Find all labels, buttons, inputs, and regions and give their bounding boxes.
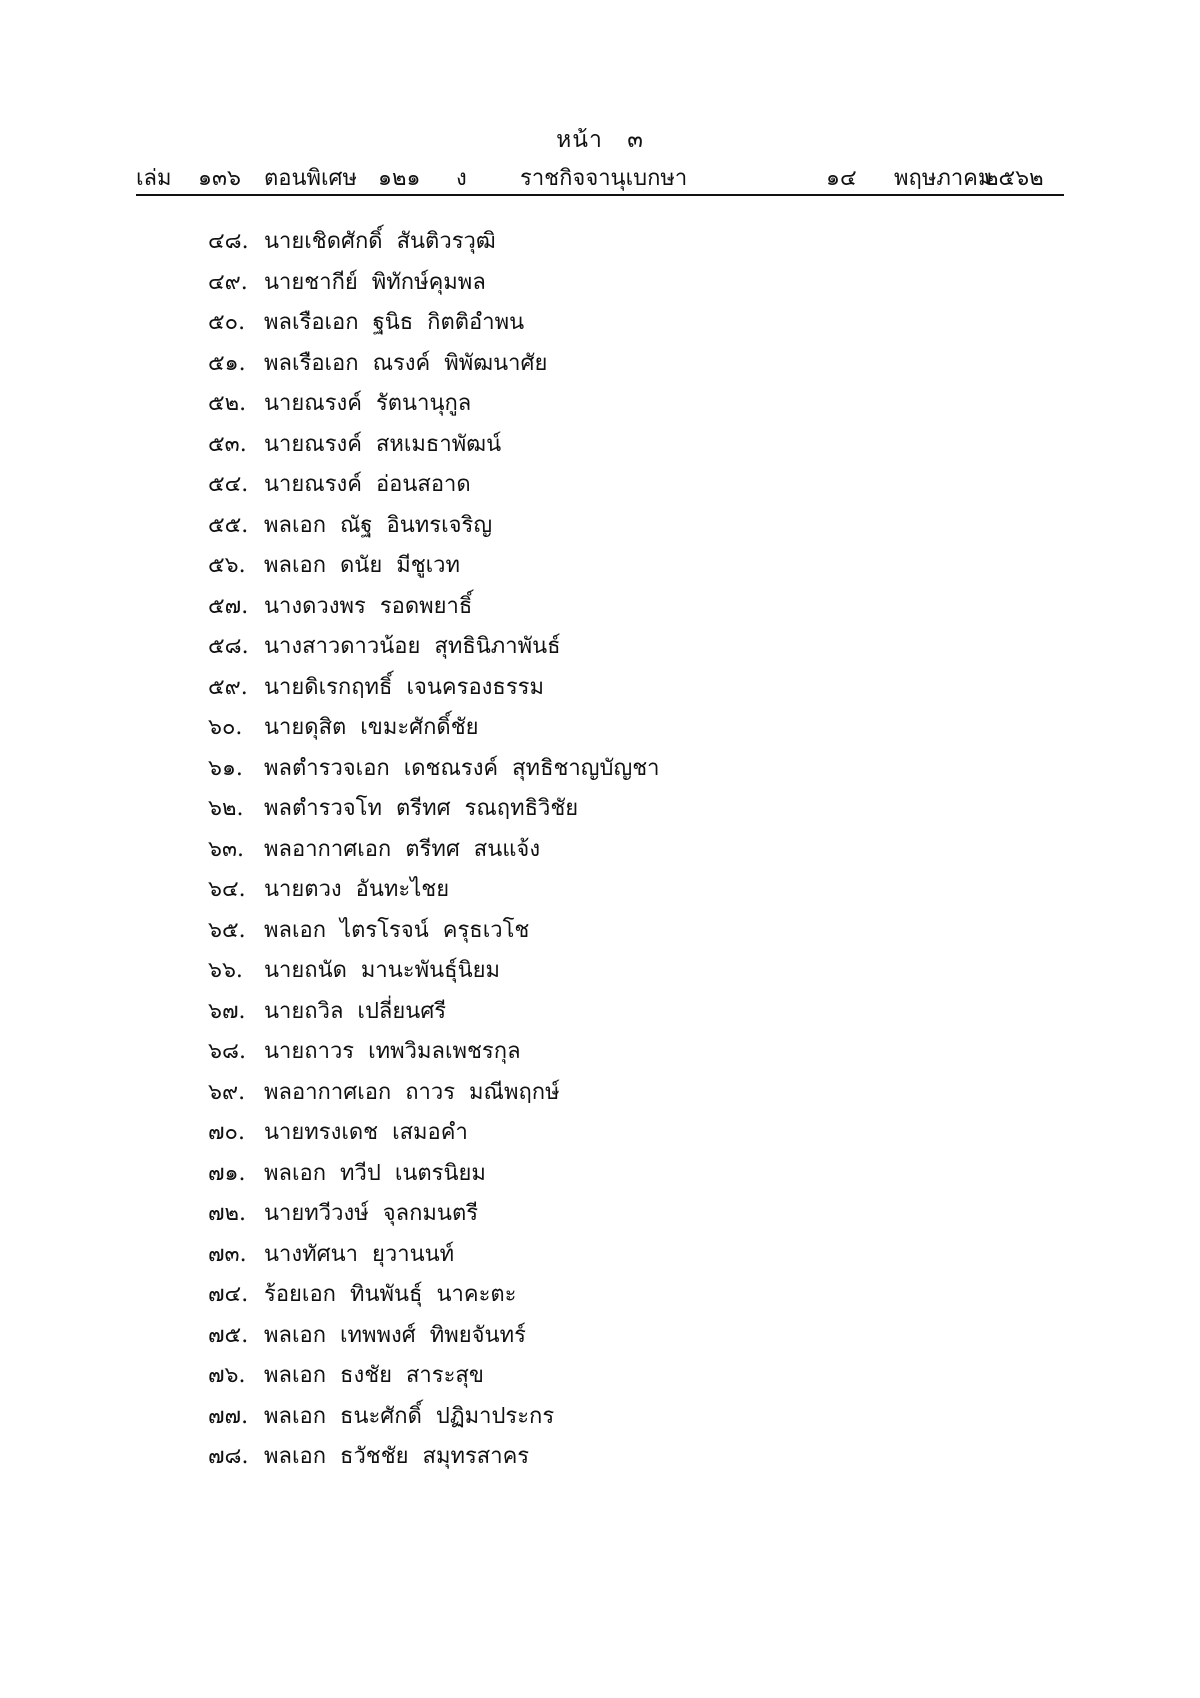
list-item-name: นางทัศนา ยุวานนท์: [264, 1241, 455, 1267]
list-item-index: ๗๐.: [208, 1120, 245, 1145]
list-item-name: นายดุสิต เขมะศักดิ์ชัย: [264, 715, 479, 740]
list-item-name: พลเรือเอก ฐนิธ กิตติอำพน: [264, 310, 525, 335]
list-item-index: ๕๗.: [208, 593, 249, 619]
list-item-name: พลเรือเอก ณรงค์ พิพัฒนาศัย: [264, 350, 548, 376]
list-item-name: นายถาวร เทพวิมลเพชรกุล: [264, 1039, 521, 1064]
list-item-name: พลอากาศเอก ตรีทศ สนแจ้ง: [264, 836, 541, 862]
list-item-name: นางสาวดาวน้อย สุทธินิภาพันธ์: [264, 634, 561, 659]
list-item-name: นายตวง อันทะไชย: [264, 877, 450, 902]
date-year: ๒๕๖๒: [984, 166, 1044, 191]
list-item-index: ๕๐.: [208, 310, 246, 335]
list-item-index: ๖๕.: [208, 917, 246, 943]
list-item: [208, 1356, 660, 1397]
list-item: [208, 789, 660, 830]
list-item: [208, 222, 660, 263]
list-item-index: ๗๖.: [208, 1363, 246, 1388]
list-item-index: ๗๔.: [208, 1282, 249, 1307]
list-item: [208, 546, 660, 587]
list-item: [208, 1397, 660, 1438]
list-item-index: ๕๓.: [208, 431, 247, 457]
list-item-index: ๖๙.: [208, 1079, 246, 1105]
list-item-name: นายถวิล เปลี่ยนศรี: [264, 998, 447, 1024]
list-item: [208, 384, 660, 425]
section-number: ๑๒๑: [378, 166, 421, 191]
list-item: [208, 1032, 660, 1073]
list-item: [208, 506, 660, 547]
list-item-name: นายทรงเดช เสมอคำ: [264, 1120, 468, 1145]
list-item-index: ๔๙.: [208, 269, 248, 295]
list-item-name: นางดวงพร รอดพยาธิ์: [264, 593, 473, 619]
list-item-index: ๖๖.: [208, 958, 243, 983]
list-item-name: พลเอก เทพพงศ์ ทิพยจันทร์: [264, 1322, 526, 1348]
list-item-name: พลเอก ทวีป เนตรนิยม: [264, 1160, 486, 1186]
section-label: ตอนพิเศษ: [264, 166, 358, 191]
date-month: พฤษภาคม: [894, 166, 993, 191]
list-item: [208, 668, 660, 709]
list-item-index: ๗๘.: [208, 1444, 249, 1469]
list-item: [208, 951, 660, 992]
list-item: [208, 870, 660, 911]
list-item-name: พลตำรวจเอก เดชณรงค์ สุทธิชาญบัญชา: [264, 755, 660, 781]
list-item: [208, 1437, 660, 1478]
list-item: [208, 1194, 660, 1235]
list-item-index: ๖๓.: [208, 836, 244, 862]
list-item-index: ๕๑.: [208, 350, 246, 376]
list-item-name: พลตำรวจโท ตรีทศ รณฤทธิวิชัย: [264, 796, 579, 821]
list-item-name: พลเอก ณัฐ อินทรเจริญ: [264, 512, 493, 538]
list-item: [208, 303, 660, 344]
list-item-name: พลเอก ดนัย มีชูเวท: [264, 553, 461, 578]
list-item-index: ๖๐.: [208, 715, 243, 740]
list-item: [208, 465, 660, 506]
list-item-name: นายชากีย์ พิทักษ์คุมพล: [264, 269, 486, 295]
list-item-name: นายดิเรกฤทธิ์ เจนครองธรรม: [264, 674, 544, 700]
name-list: [208, 222, 660, 1478]
list-item: [208, 911, 660, 952]
list-item-name: นายณรงค์ สหเมธาพัฒน์: [264, 431, 502, 457]
list-item-index: ๖๘.: [208, 1039, 246, 1064]
list-item-index: ๕๘.: [208, 634, 249, 659]
list-item: [208, 708, 660, 749]
list-item: [208, 587, 660, 628]
list-item-index: ๔๘.: [208, 229, 249, 254]
volume-label: เล่ม: [136, 166, 172, 191]
page-number: [0, 122, 1200, 158]
list-item-index: ๖๑.: [208, 755, 243, 781]
date-day: ๑๔: [826, 166, 857, 191]
list-item-name: นายถนัด มานะพันธุ์นิยม: [264, 958, 501, 983]
list-item-name: พลอากาศเอก ถาวร มณีพฤกษ์: [264, 1079, 560, 1105]
volume-number: ๑๓๖: [198, 166, 241, 191]
list-item-name: ร้อยเอก ทินพันธุ์ นาคะตะ: [264, 1282, 517, 1307]
page-number-label: หน้า: [556, 127, 603, 153]
page-number-value: ๓: [627, 127, 644, 153]
list-item: [208, 992, 660, 1033]
list-item-index: ๗๒.: [208, 1201, 247, 1226]
list-item-name: นายเชิดศักดิ์ สันติวรวุฒิ: [264, 229, 496, 254]
list-item-index: ๖๔.: [208, 877, 246, 902]
list-item-index: ๕๔.: [208, 472, 249, 497]
list-item: [208, 830, 660, 871]
list-item-index: ๖๗.: [208, 998, 246, 1024]
list-item-index: ๗๓.: [208, 1241, 247, 1267]
list-item: [208, 344, 660, 385]
list-item: [208, 425, 660, 466]
section-letter: ง: [456, 166, 467, 191]
list-item-index: ๕๒.: [208, 391, 247, 416]
list-item-name: พลเอก ธวัชชัย สมุทรสาคร: [264, 1444, 530, 1469]
list-item-index: ๗๗.: [208, 1403, 249, 1429]
gazette-header: [136, 160, 1064, 196]
list-item-index: ๗๕.: [208, 1322, 249, 1348]
list-item: [208, 1235, 660, 1276]
list-item-index: ๕๖.: [208, 553, 246, 578]
list-item-index: ๕๕.: [208, 512, 249, 538]
list-item-index: ๕๙.: [208, 674, 248, 700]
list-item: [208, 263, 660, 304]
list-item-name: พลเอก ไตรโรจน์ ครุธเวโช: [264, 917, 530, 943]
gazette-name: ราชกิจจานุเบกษา: [520, 166, 688, 191]
list-item: [208, 1113, 660, 1154]
list-item: [208, 627, 660, 668]
list-item: [208, 1154, 660, 1195]
list-item-index: ๖๒.: [208, 796, 244, 821]
list-item: [208, 1275, 660, 1316]
list-item: [208, 1316, 660, 1357]
list-item-index: ๗๑.: [208, 1160, 246, 1186]
list-item-name: พลเอก ธงชัย สาระสุข: [264, 1363, 484, 1388]
list-item-name: นายณรงค์ อ่อนสอาด: [264, 472, 471, 497]
list-item-name: นายทวีวงษ์ จุลกมนตรี: [264, 1201, 479, 1226]
list-item-name: พลเอก ธนะศักดิ์ ปฏิมาประกร: [264, 1403, 555, 1429]
list-item-name: นายณรงค์ รัตนานุกูล: [264, 391, 472, 416]
list-item: [208, 1073, 660, 1114]
list-item: [208, 749, 660, 790]
